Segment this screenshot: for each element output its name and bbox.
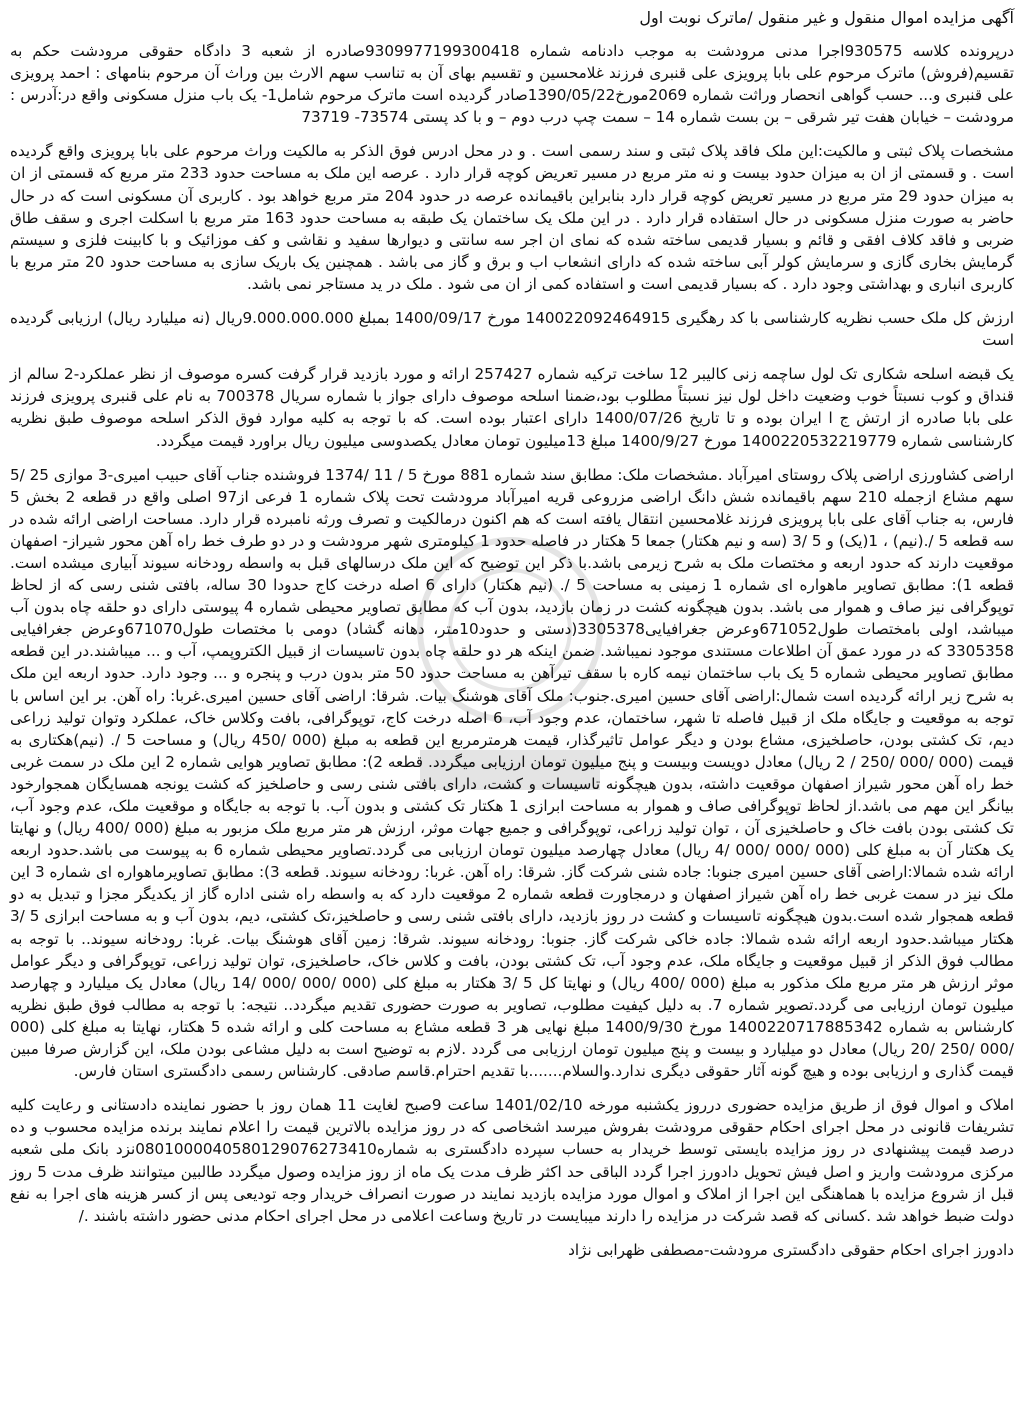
notice-title: آگهی مزایده اموال منقول و غیر منقول /ماترک نوبت اول [639, 8, 1014, 27]
agricultural-land-paragraph: اراضی کشاورزی اراضی پلاک روستای امیرآباد .مشخصات ملک: مطابق سند شماره 881 مورخ 5 / 11 /1374 فروشنده جناب آقای حبیب امیری-3 موازی 25 /5 سهم مشاع ازجمله 210 سهم باقیمانده شش دانگ اراضی مزروعی قریه امیرآباد مرودشت تحت پلاک شماره 1 فرعی از97 اصلی واقع در قطعه 2 بخش 5 فارس، به جناب آقای علی بابا پرویزی فرزند غلامحسین انتقال یافته است که هم اکنون درمالکیت و تصرف ورثه نامبرده قرار دارد. مساحت اراضی ارائه شده در سه قطعه 5 /.(نیم) ، 1(یک) و 5 /3 (سه و نیم هکتار) جمعا 5 هکتار در فاصله حدود 1 کیلومتری شهر مرودشت و در دو طرف خط راه آهن محور شیراز- اصفهان موقعیت دارند که حدود اربعه و مختصات ملک به شرح زیرمی باشد.با ذکر این توضیح که این ملک درسالهای قبل به واسطه رودخانه سیوند آبیاری میشده است. قطعه 1): مطابق تصاویر ماهواره ای شماره 1 زمینی به مساحت 5 /. (نیم هکتار) دارای 6 اصله درخت کاج حدودا 30 ساله، بافتی شنی رسی که از لحاظ توپوگرافی نیز صاف و هموار می باشد. بدون هیچگونه کشت در زمان بازدید، بدون آب که مطابق تصاویر محیطی شماره 4 پیوستی دارای دو حلقه چاه بدون آب میباشد، اولی بامختصات طول671052وعرض جغرافیایی3305378(دستی و حدود10متر، دهانه گشاد) دومی با مختصات طول671070وعرض جغرافیایی 3305358 که در مورد عمق آن اطلاعات مستندی موجود نمیباشد. ضمن اینکه هر دو حلقه چاه بدون تاسیسات از قبیل الکتروپمپ، آب و ... میباشند.در این قطعه مطابق تصاویر محیطی شماره 5 یک باب ساختمان نیمه کاره با سقف تیرآهن به مساحت حدود 50 متر بدون درب و پنجره و ... وجود دارد. حدود اربعه این ملک به شرح زیر ارائه گردیده است شمال:اراضی آقای حسین امیری.جنوب: ملک آقای هوشنگ بیات. شرقا: اراضی آقای حسین امیری.غربا: راه آهن. بر این اساس با توجه به موقعیت و جایگاه ملک از قبیل فاصله تا شهر، ساختمان، عدم وجود آب، 6 اصله درخت کاج، توپوگرافی، بافت وکلاس خاک، عملکرد وتوان تولید زراعی دیم، تک کشتی بودن، حاصلخیزی، مشاع بودن و دیگر عوامل تاثیرگذار، قیمت هرمترمربع این قطعه به مبلغ (000 /450 ریال) و مساحت 5 /. (نیم)هکتاری به قیمت (000 /000 /250 / 2 ریال) معادل دویست وبیست و پنج میلیون تومان ارزیابی میگردد. قطعه 2): مطابق تصاویر هوایی شماره 2 این ملک در سمت غربی خط راه آهن محور شیراز اصفهان موقعیت داشته، بدون هیچگونه تاسیسات و کشت، دارای بافتی شنی رسی و حاصلخیز که کشت یونجه همسایگان همجوارخود بیانگر این مهم می باشد.از لحاظ توپوگرافی صاف و هموار به مساحت ابرازی 1 هکتار تک کشتی و بدون آب. با توجه به جایگاه و موقعیت ملک، عدم وجود آب، تک کشتی بودن بافت خاک و حاصلخیزی آن ، توان تولید زراعی، توپوگرافی و جمیع جهات موثر، ارزش هر متر مربع ملک مزبور به مبلغ (000 /400 ریال) و نهایتا یک هکتار آن به مبلغ کلی (000 /000 /000 /4 ریال) معادل چهارصد میلیون تومان ارزیابی می گردد.تصاویر محیطی شماره 6 به پیوست می باشد.حدود اربعه ارائه شده شمالا:اراضی آقای حسین امیری جنوبا: جاده شنی شرکت گاز. شرقا: راه آهن. غربا: رودخانه سیوند. قطعه 3): مطابق تصاویرماهواره ای شماره 3 این ملک نیز در سمت غربی خط راه آهن شیراز اصفهان و درمجاورت قطعه شماره 2 موقعیت دارد که به واسطه راه شنی اداره گاز از یکدیگر مجزا و تبدیل به دو قطعه همجوار شده است.بدون هیچگونه تاسیسات و کشت در روز بازدید، دارای بافتی شنی رسی و حاصلخیز،تک کشتی، دیم، بدون آب و به مساحت ابرازی 5 /3 هکتار میباشد.حدود اربعه ارائه شده شمالا: جاده خاکی شرکت گاز. جنوبا: رودخانه سیوند. شرقا: زمین آقای هوشنگ بیات. غربا: رودخانه سیوند.. با توجه به مطالب فوق الذکر از قبیل موقعیت و جایگاه ملک، عدم وجود آب، تک کشتی بودن، بافت و کلاس خاک، حاصلخیزی، توان تولید زراعی، توپوگرافی و دیگر عوامل موثر ارزش هر متر مربع ملک مذکور به مبلغ (000 /400 ریال) و نهایتا کل 5 /3 هکتار به مبلغ کلی (000 /000 /000 /14 ریال) معادل یک میلیارد و چهارصد میلیون تومان ارزیابی می گردد.تصویر شماره 7. به دلیل کیفیت مطلوب، تصاویر به صورت حضوری تقدیم میگردد.. نتیجه: با توجه به مطالب فوق طبق نظریه کارشناس به شماره 1400220717885342 مورخ 1400/9/30 مبلغ نهایی هر 3 قطعه مشاع به مساحت کلی و ارائه شده 5 هکتار، نهایتا به مبلغ کلی (000 /000 /250 /20 ریال) معادل دو میلیارد و بیست و پنج میلیون تومان ارزیابی می گردد .لازم به توضیح است به دلیل مشاعی بودن ملک، این گزارش صرفا مبین قیمت گذاری و ارزیابی بوده و هیچ گونه آثار حقوقی دیگری ندارد.والسلام.......با تقدیم احترام.قاسم صادقی. کارشناس رسمی دادگستری استان فارس. [10, 465, 1015, 1081]
auction-terms-paragraph: املاک و اموال فوق از طریق مزایده حضوری درروز یکشنبه مورخه 1401/02/10 ساعت 9صبح لغایت 11 همان روز با حضور نماینده دادستانی و رعایت کلیه تشریفات قانونی در محل اجرای احکام حقوقی مرودشت بفروش میرسد اشخاصی که در روز مزایده بالاترین قیمت را اعلام نمایند برنده مزایده محسوب و ده درصد قیمت پیشنهادی در روز مزایده بایستی توسط خریدار به حساب سپرده دادگستری به شماره0801000040580129076273410نزد بانک ملی شعبه مرکزی مرودشت واریز و اصل فیش تحویل دادورز اجرا گردد الباقی حد اکثر ظرف مدت یک ماه از روز مزایده وصول میگردد طالبین میتوانند ظرف مدت 5 روز قبل از شروع مزایده با هماهنگی این اجرا از املاک و اموال مورد مزایده بازدید نمایند در صورت انصراف خریدار وجه تودیعی پس از کسر هزینه های اجرا به نفع دولت ضبط خواهد شد .کسانی که قصد شرکت در مزایده را دارند میبایست در تاریخ وساعت اعلامی در محل اجرای احکام مدنی حضور داشته باشند ./ [10, 1096, 1014, 1225]
property-specs-paragraph: مشخصات پلاک ثبتی و مالکیت:این ملک فاقد پلاک ثبتی و سند رسمی است . و در محل ادرس فوق الذکر به مالکیت وراث مرحوم علی بابا پرویزی واقع گردیده است . و قسمتی از ان به میزان حدود بیست و نه متر مربع در مسیر تعریض کوچه قرار دارد . عرصه این ملک به مساحت حدود 233 متر مربع که قسمتی از ان به میزان حدود 29 متر مربع در مسیر تعریض کوچه قرار دارد بنابراین باقیمانده عرصه در حدود 204 متر مربع خواهد بود . کاربری آن مسکونی است که در حال حاضر به صورت منزل مسکونی در حال استفاده قرار دارد . در این ملک یک ساختمان یک طبقه به مساحت حدود 163 متر مربع با اسکلت اجری و سقف طاق ضربی و فاقد کلاف افقی و قائم و بسیار قدیمی ساخته شده که نمای ان اجر سه سانتی و دیوارها سفید و نقاشی و کف موزائیک و با کابینت فلزی و سیستم گرمایش بخاری گازی و سرمایش کولر آبی ساخته شده که دارای انشعاب اب و برق و گاز می باشد . همچنین یک باریک سازی به مساحت حدود 20 متر مربع با کاربری انباری و بهداشتی وجود دارد . که بسیار قدیمی است و استفاده کمی از ان می شود . ملک در ید مستاجر نمی باشد. [10, 142, 1015, 293]
signature-line: دادورز اجرای احکام حقوقی دادگستری مرودشت-مصطفی ظهرابی نژاد [568, 1240, 1014, 1259]
firearm-paragraph: یک قبضه اسلحه شکاری تک لول ساچمه زنی کالیبر 12 ساخت ترکیه شماره 257427 ارائه و مورد بازدید قرار گرفت کسره موصوف از نظر عملکرد-2 سالم از قنداق و کوب نسبتاً خوب وضعیت داخل لول نیز نسبتاً مطلوب بود،ضمنا اسلحه موصوف دارای جواز با شماره سریال 700378 به نام علی قنبری پرویزی فرزند علی بابا صادره از ارتش ج ا ایران بوده و تا تاریخ 1400/07/26 دارای اعتبار بوده است. که با توجه به کلیه موارد فوق الذکر اسلحه موصوف طبق نظریه کارشناسی شماره 1400220532219779 مورخ 1400/9/27 مبلغ 13میلیون تومان معادل یکصدوسی میلیون ریال براورد قیمت میگردد. [10, 365, 1014, 450]
case-intro-paragraph: درپرونده کلاسه 930575اجرا مدنی مرودشت به موجب دادنامه شماره 9309977199300418صادره از شعبه 3 دادگاه حقوقی مرودشت حکم به تقسیم(فروش) ماترک مرحوم علی بابا پرویزی علی قنبری فرزند غلامحسین و تقسیم بهای آن به تناسب سهم الارث بین وراث آن مرحوم بنامهای : احمد پرویزی علی قنبری و... حسب گواهی انحصار وراثت شماره 2069مورخ1390/05/22صادر گردیده است ماترک مرحوم شامل1- یک باب منزل مسکونی واقع در:آدرس : مرودشت – خیابان هفت تیر شرقی – بن بست شماره 14 – سمت چپ درب دوم – و با کد پستی 73574- 73719 [10, 42, 1014, 127]
property-value-paragraph: ارزش کل ملک حسب نظریه کارشناسی با کد رهگیری 140022092464915 مورخ 1400/09/17 بمبلغ 9.000.000.000ریال (نه میلیارد ریال) ارزیابی گردیده است [10, 309, 1014, 350]
